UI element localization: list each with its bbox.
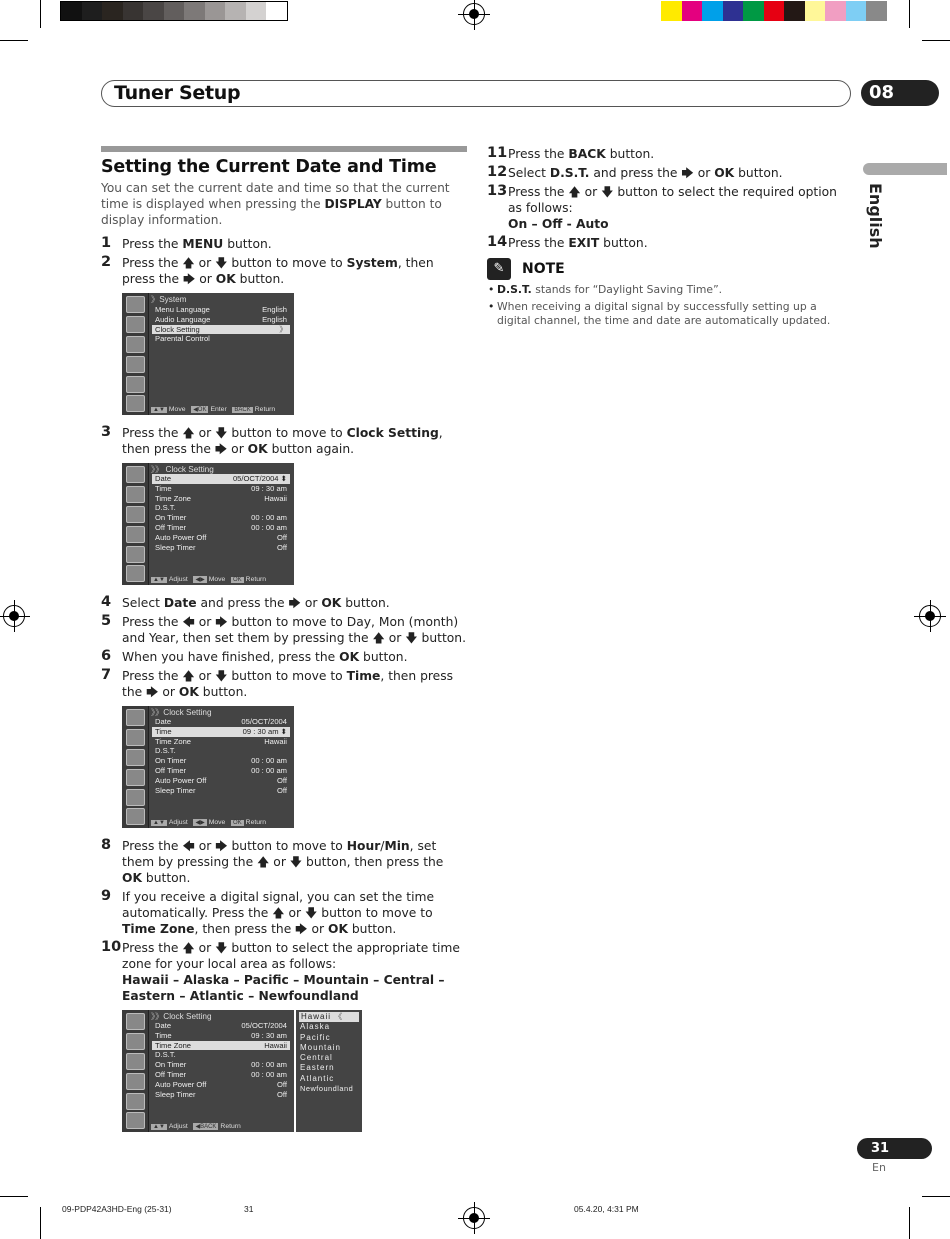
grayscale-swatch — [225, 2, 246, 20]
down-arrow-icon: 🡇 — [215, 669, 228, 683]
up-arrow-icon: 🡅 — [182, 426, 195, 440]
up-arrow-icon: 🡅 — [372, 631, 385, 645]
section-title: Setting the Current Date and Time — [101, 157, 437, 177]
osd-icon-strip — [122, 463, 149, 585]
osd-row: Time 09 : 30 am — [155, 483, 287, 493]
setup-icon — [126, 1073, 145, 1090]
crop-mark — [40, 1207, 41, 1239]
osd-row: Off Timer 00 : 00 am — [155, 523, 287, 532]
timezone-list — [296, 1010, 362, 1132]
color-swatch — [661, 1, 682, 21]
note-item: • D.S.T. stands for “Daylight Saving Time”. — [487, 283, 852, 297]
section-intro: You can set the current date and time so that the current time is displayed when pressing the DISPLAY button to display information. — [101, 181, 450, 227]
cc-icon — [126, 1112, 145, 1129]
color-swatch — [825, 1, 846, 21]
color-swatch — [702, 1, 723, 21]
step-5: 5 Press the 🡄 or 🡆 button to move to Day, Mon (month) and Year, then set them by pressing the 🡅 or 🡇 button. — [101, 613, 467, 645]
osd-icon-strip — [122, 1010, 149, 1132]
timezone-option: Newfoundland — [300, 1084, 354, 1094]
grayscale-swatch — [164, 2, 185, 20]
grayscale-swatch — [102, 2, 123, 20]
osd-row-selected: Time Zone Hawaii — [152, 1041, 290, 1051]
osd-row: Off Timer 00 : 00 am — [155, 1070, 287, 1079]
grayscale-swatch — [266, 2, 287, 20]
right-arrow-icon: 🡆 — [182, 272, 196, 286]
osd-row: Off Timer 00 : 00 am — [155, 766, 287, 775]
grayscale-swatch — [61, 2, 82, 20]
page-title: Tuner Setup — [114, 82, 241, 104]
osd-row: On Timer 00 : 00 am — [155, 513, 287, 523]
down-arrow-icon: 🡇 — [215, 256, 228, 270]
down-arrow-icon: 🡇 — [289, 855, 303, 869]
osd-row: Date 05/OCT/2004 — [155, 717, 287, 726]
clock-icon — [126, 546, 145, 563]
osd-row: On Timer 00 : 00 am — [155, 756, 287, 766]
osd-footer: ▲▼ Adjust ◀▶ Move OK Return — [153, 576, 267, 583]
osd-row: Audio Language English — [155, 314, 287, 324]
sound-icon — [126, 506, 145, 523]
osd-title: 》System — [151, 295, 187, 304]
osd-title: 》》Clock Setting — [151, 708, 212, 717]
osd-row-selected: Date 05/OCT/2004 ⬍ — [152, 474, 290, 484]
color-swatch — [682, 1, 703, 21]
osd-title: 》》 Clock Setting — [151, 465, 214, 474]
language-tab — [863, 163, 947, 175]
timezone-option: Atlantic — [300, 1073, 335, 1083]
clock-icon — [126, 376, 145, 393]
timezone-option: Mountain — [300, 1042, 341, 1052]
osd-icon-strip — [122, 706, 149, 828]
sound-icon — [126, 1053, 145, 1070]
down-arrow-icon: 🡇 — [215, 426, 228, 440]
osd-row: Sleep Timer Off — [155, 542, 287, 552]
crop-mark — [40, 0, 41, 28]
osd-footer: ▲▼ Move ◀OK Enter BACK Return — [153, 406, 276, 413]
color-swatch — [723, 1, 744, 21]
step-8: 8 Press the 🡄 or 🡆 button to move to Hour/Min, set them by pressing the 🡅 or 🡇 button, then press the OK button. — [101, 837, 444, 885]
step-12: 12 Select D.S.T. and press the 🡆 or OK button. — [487, 164, 783, 180]
right-arrow-icon: 🡆 — [215, 615, 228, 629]
grayscale-swatch — [143, 2, 164, 20]
up-arrow-icon: 🡅 — [182, 941, 195, 955]
right-column — [487, 146, 852, 328]
osd-icon-strip — [122, 293, 149, 415]
registration-mark-bottom — [463, 1207, 485, 1229]
right-arrow-icon: 🡆 — [215, 839, 228, 853]
timezone-option: Eastern — [300, 1063, 335, 1073]
grayscale-swatch — [184, 2, 205, 20]
left-arrow-icon: 🡄 — [182, 839, 195, 853]
color-swatch — [764, 1, 785, 21]
setup-icon — [126, 356, 145, 373]
osd-row: Auto Power Off Off — [155, 775, 287, 785]
footer-page: 31 — [244, 1204, 254, 1214]
up-arrow-icon: 🡅 — [182, 669, 195, 683]
right-arrow-icon: 🡆 — [295, 922, 308, 936]
tv-icon — [126, 296, 145, 313]
sound-icon — [126, 749, 145, 766]
left-column — [101, 146, 467, 1132]
picture-icon — [126, 1033, 145, 1050]
step-2: 2 Press the 🡅 or 🡇 button to move to System, then press the 🡆 or OK button. — [101, 254, 434, 286]
osd-footer: ▲▼ Adjust ◀BACK Return — [153, 1123, 241, 1130]
crop-mark — [0, 40, 28, 41]
osd-clock-setting-time — [122, 706, 294, 828]
step-4: 4 Select Date and press the 🡆 or OK button. — [101, 594, 390, 610]
osd-row: D.S.T. — [155, 1050, 176, 1060]
setup-icon — [126, 769, 145, 786]
tv-icon — [126, 709, 145, 726]
color-swatch — [743, 1, 764, 21]
section-rule — [101, 146, 467, 152]
grayscale-bar — [60, 1, 288, 21]
osd-clock-setting-timezone — [122, 1010, 354, 1132]
grayscale-swatch — [205, 2, 226, 20]
osd-title: 》》Clock Setting — [151, 1012, 212, 1021]
osd-row: Auto Power Off Off — [155, 1079, 287, 1089]
registration-mark-left — [3, 605, 25, 627]
page-language: En — [872, 1161, 886, 1174]
timezone-option: Central — [300, 1053, 333, 1063]
crop-mark — [0, 1196, 28, 1197]
step-13: 13 Press the 🡅 or 🡇 button to select the required option as follows: On – Off - Auto — [487, 183, 837, 231]
up-arrow-icon: 🡅 — [568, 185, 581, 199]
crop-mark — [922, 1196, 950, 1197]
page-number: 31 — [857, 1138, 932, 1159]
sound-icon — [126, 336, 145, 353]
grayscale-swatch — [123, 2, 144, 20]
clock-icon — [126, 1093, 145, 1110]
registration-mark-right — [919, 605, 941, 627]
up-arrow-icon: 🡅 — [182, 256, 195, 270]
color-swatch — [866, 1, 887, 21]
step-10: 10 Press the 🡅 or 🡇 button to select the appropriate time zone for your local area as follows: Hawaii – Alaska – Pacific – Mountain – Central – Eastern – Atlantic – Newfoundland — [101, 939, 460, 1003]
down-arrow-icon: 🡇 — [405, 631, 418, 645]
tv-icon — [126, 1013, 145, 1030]
picture-icon — [126, 486, 145, 503]
right-arrow-icon: 🡆 — [681, 166, 694, 180]
down-arrow-icon: 🡇 — [215, 941, 228, 955]
osd-row: On Timer 00 : 00 am — [155, 1060, 287, 1070]
osd-row: Date 05/OCT/2004 — [155, 1021, 287, 1030]
osd-row-selected: Time 09 : 30 am ⬍ — [152, 727, 290, 737]
up-arrow-icon: 🡅 — [272, 906, 285, 920]
tv-icon — [126, 466, 145, 483]
osd-row: Sleep Timer Off — [155, 1089, 287, 1099]
osd-row: Time 09 : 30 am — [155, 1030, 287, 1040]
timezone-option: Alaska — [300, 1022, 331, 1032]
osd-row: D.S.T. — [155, 503, 176, 513]
timezone-option-selected: Hawaii 《 — [299, 1012, 359, 1022]
right-arrow-icon: 🡆 — [288, 596, 301, 610]
cc-icon — [126, 395, 145, 412]
timezone-option: Pacific — [300, 1032, 331, 1042]
osd-row-selected: Clock Setting 》 — [152, 325, 290, 335]
osd-row: Parental Control — [155, 334, 210, 344]
right-arrow-icon: 🡆 — [214, 442, 228, 456]
pencil-icon: ✎ — [487, 258, 511, 280]
cc-icon — [126, 565, 145, 582]
up-arrow-icon: 🡅 — [257, 855, 270, 869]
note-title: NOTE — [522, 261, 565, 277]
grayscale-swatch — [246, 2, 267, 20]
osd-clock-setting-date — [122, 463, 294, 585]
step-3: 3 Press the 🡅 or 🡇 button to move to Clock Setting, then press the 🡆 or OK button again. — [101, 424, 443, 456]
left-arrow-icon: 🡄 — [182, 615, 195, 629]
osd-system-menu — [122, 293, 294, 415]
registration-mark-top — [463, 3, 485, 25]
picture-icon — [126, 729, 145, 746]
step-9: 9 If you receive a digital signal, you can set the time automatically. Press the 🡅 or 🡇 button to move to Time Zone, then press the 🡆 or OK button. — [101, 888, 435, 936]
color-swatch — [846, 1, 867, 21]
osd-row: Menu Language English — [155, 305, 287, 314]
step-7: 7 Press the 🡅 or 🡇 button to move to Time, then press the 🡆 or OK button. — [101, 667, 454, 699]
step-11: 11 Press the BACK button. — [487, 145, 655, 161]
osd-row: Sleep Timer Off — [155, 785, 287, 795]
crop-mark — [909, 0, 910, 28]
color-swatch — [805, 1, 826, 21]
down-arrow-icon: 🡇 — [601, 185, 614, 199]
right-arrow-icon: 🡆 — [146, 685, 159, 699]
grayscale-swatch — [82, 2, 103, 20]
step-6: 6 When you have finished, press the OK button. — [101, 648, 408, 664]
step-1: 1 Press the MENU button. — [101, 235, 272, 251]
osd-row: Time Zone Hawaii — [155, 736, 287, 746]
color-swatch — [784, 1, 805, 21]
cc-icon — [126, 808, 145, 825]
down-arrow-icon: 🡇 — [305, 906, 318, 920]
note-item: • When receiving a digital signal by successfully setting up a digital channel, the time and date are automatically updated. — [487, 300, 852, 328]
crop-mark — [922, 40, 950, 41]
clock-icon — [126, 789, 145, 806]
color-registration-bar — [661, 1, 887, 21]
footer-timestamp: 05.4.20, 4:31 PM — [574, 1204, 639, 1214]
osd-row: Auto Power Off Off — [155, 532, 287, 542]
language-label: English — [866, 183, 885, 249]
step-14: 14 Press the EXIT button. — [487, 234, 648, 250]
crop-mark — [909, 1207, 910, 1239]
note-heading — [487, 258, 852, 280]
picture-icon — [126, 316, 145, 333]
osd-footer: ▲▼ Adjust ◀▶ Move OK Return — [153, 819, 267, 826]
osd-row: Time Zone Hawaii — [155, 493, 287, 503]
chapter-badge: 08 — [861, 80, 939, 106]
footer-filename: 09-PDP42A3HD-Eng (25-31) — [62, 1204, 172, 1214]
setup-icon — [126, 526, 145, 543]
osd-row: D.S.T. — [155, 746, 176, 756]
